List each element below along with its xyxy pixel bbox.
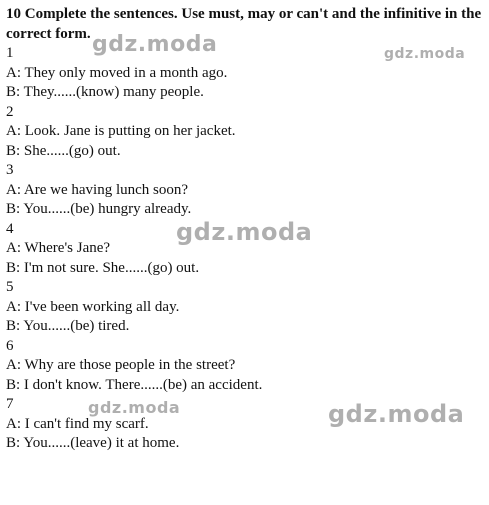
speaker-a-line: A: Where's Jane?: [6, 240, 111, 256]
speaker-b-line: B: I'm not sure. She......(go) out.: [6, 259, 200, 276]
watermark: gdz.moda: [88, 398, 181, 417]
item-number: 5: [6, 279, 14, 295]
speaker-b-line: B: They......(know) many people.: [6, 84, 204, 100]
speaker-b-line: B: She......(go) out.: [6, 142, 121, 159]
item-number: 1: [6, 45, 14, 61]
item-number: 3: [6, 162, 14, 178]
speaker-b-line: B: I don't know. There......(be) an accident.: [6, 376, 263, 393]
watermark: gdz.moda: [328, 400, 465, 428]
item-number: 2: [6, 103, 14, 120]
watermark: gdz.moda: [384, 46, 466, 62]
speaker-a-line: A: I can't find my scarf.: [6, 415, 149, 432]
speaker-a-line: A: Look. Jane is putting on her jacket.: [6, 123, 236, 139]
speaker-b-line: B: You......(leave) it at home.: [6, 435, 180, 451]
speaker-b-line: B: You......(be) tired.: [6, 318, 130, 334]
speaker-a-line: A: Why are those people in the street?: [6, 357, 236, 373]
exercise-items: [6, 44, 484, 454]
watermark: gdz.moda: [176, 218, 313, 246]
speaker-a-line: A: Are we having lunch soon?: [6, 181, 189, 198]
speaker-a-line: A: They only moved in a month ago.: [6, 64, 228, 81]
speaker-b-line: B: You......(be) hungry already.: [6, 201, 192, 217]
item-number: 6: [6, 337, 14, 354]
speaker-a-line: A: I've been working all day.: [6, 298, 180, 315]
item-number: 7: [6, 396, 14, 412]
exercise-heading: 10 Complete the sentences. Use must, may or can't and the infinitive in the correct form.: [6, 6, 482, 42]
watermark: gdz.moda: [92, 32, 218, 57]
item-number: 4: [6, 220, 14, 237]
